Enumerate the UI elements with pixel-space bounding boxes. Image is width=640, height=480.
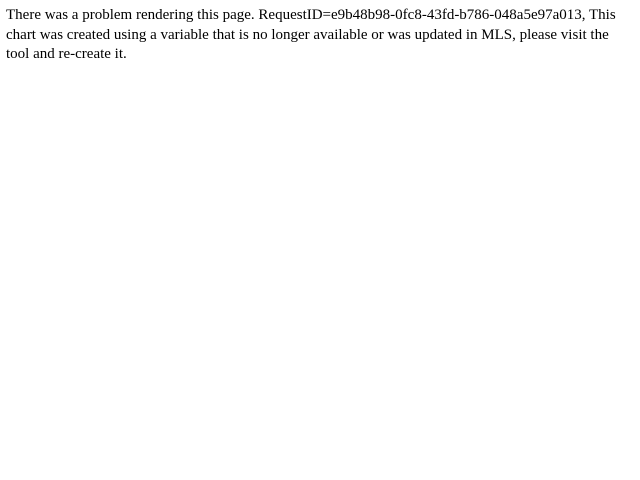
error-message-text: There was a problem rendering this page. RequestID=e9b48b98-0fc8-43fd-b786-048a5e97a013, This chart was created using a variable that is no longer available or was updated in MLS, please visit the tool and re-create it. (6, 7, 616, 62)
